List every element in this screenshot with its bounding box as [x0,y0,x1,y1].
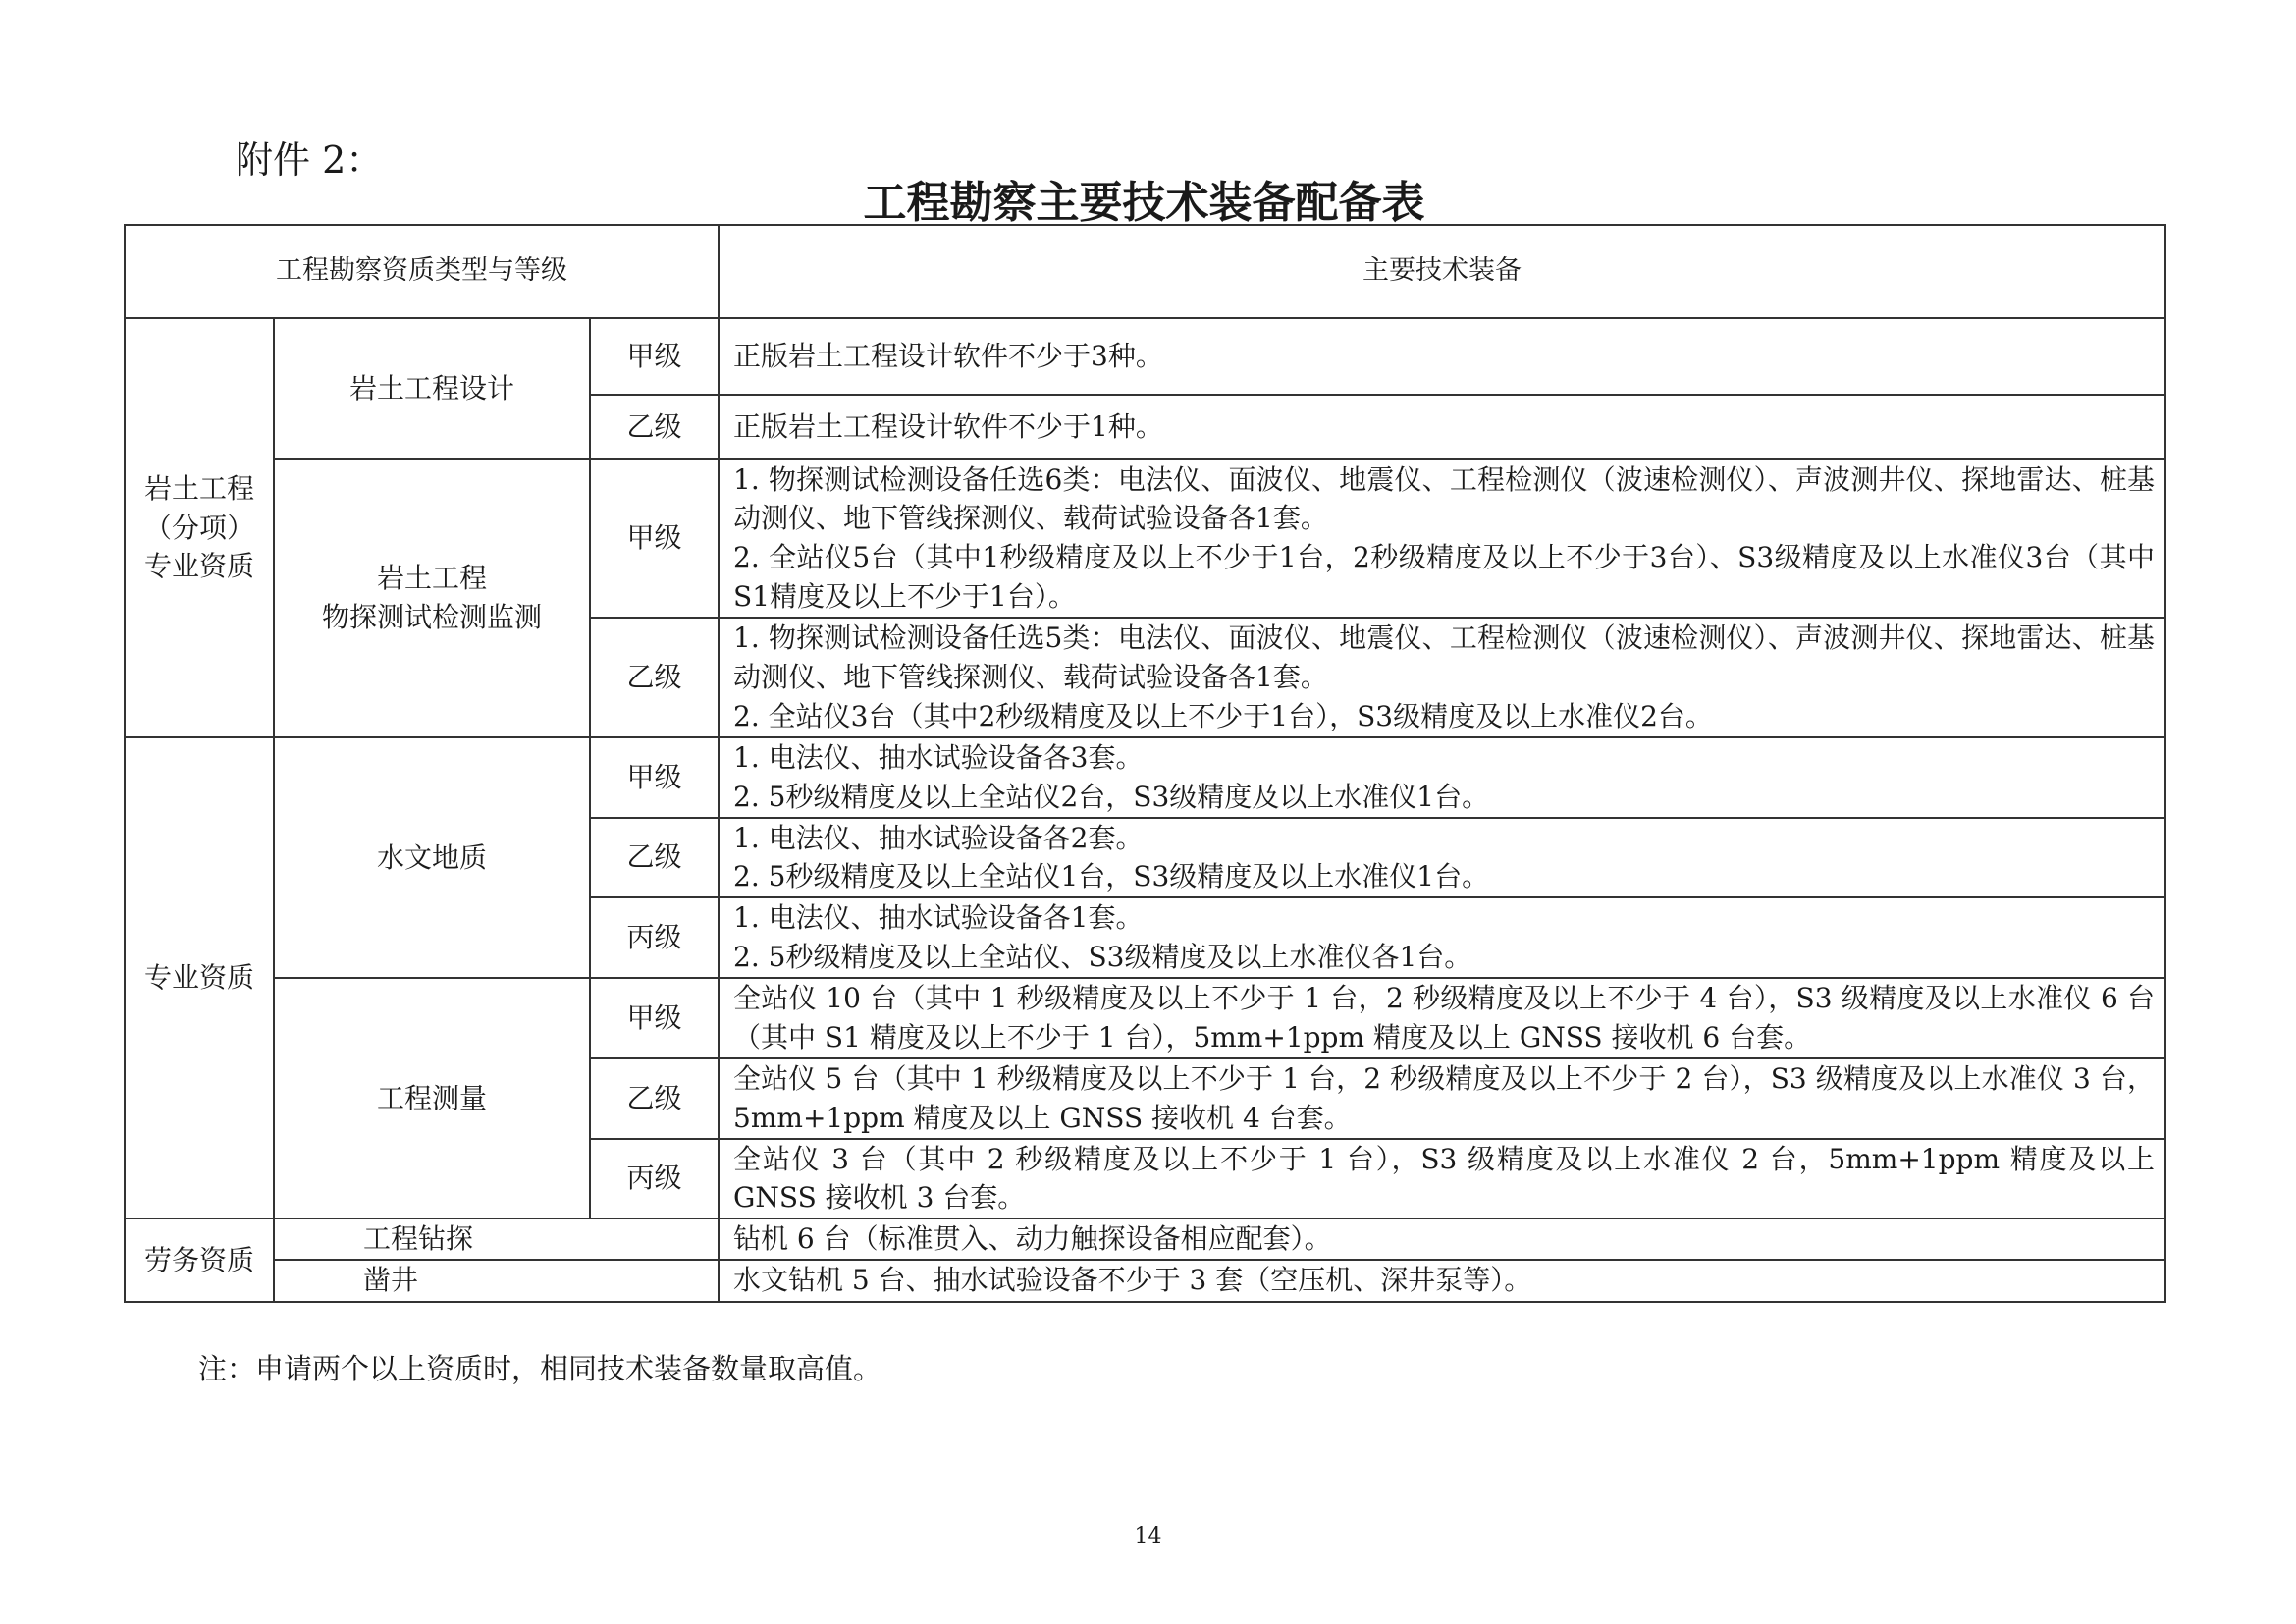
subcategory-survey: 工程测量 [274,978,590,1218]
page-title: 工程勘察主要技术装备配备表 [863,178,1425,228]
equipment-table [124,224,2166,1303]
equipment-line: 2. 5秒级精度及以上全站仪1台，S3级精度及以上水准仪1台。 [733,860,1490,893]
equipment-cell [719,318,2165,395]
category-labor: 劳务资质 [125,1218,274,1302]
grade-cell: 甲级 [590,318,719,395]
grade-cell: 甲级 [590,459,719,618]
equipment-cell [719,978,2165,1058]
equipment-line: 全站仪 10 台（其中 1 秒级精度及以上不少于 1 台，2 秒级精度及以上不少于 4 台），S3 级精度及以上水准仪 6 台（其中 S1 精度及以上不少于 1 台），5mm+1ppm 精度及以上 GNSS 接收机 6 台套。 [733,982,2156,1054]
grade-cell: 丙级 [590,1139,719,1219]
equipment-line: 正版岩土工程设计软件不少于1种。 [733,409,1163,443]
table-row [125,1260,2165,1302]
equipment-line: 全站仪 3 台（其中 2 秒级精度及以上不少于 1 台），S3 级精度及以上水准仪 2 台，5mm+1ppm 精度及以上 GNSS 接收机 3 台套。 [733,1142,2156,1215]
table-row [125,1218,2165,1260]
subcategory-hydro: 水文地质 [274,737,590,978]
category-line: 岩土工程 [143,471,254,505]
table-row [125,459,2165,618]
equipment-cell [719,737,2165,818]
equipment-cell: 水文钻机 5 台、抽水试验设备不少于 3 套（空压机、深井泵等）。 [719,1260,2165,1302]
subcategory-well: 凿井 [274,1260,719,1302]
category-professional: 专业资质 [125,737,274,1218]
equipment-line: 全站仪 5 台（其中 1 秒级精度及以上不少于 1 台，2 秒级精度及以上不少于 2 台），S3 级精度及以上水准仪 3 台，5mm+1ppm 精度及以上 GNSS 接收机 4 台套。 [733,1061,2156,1134]
equipment-cell [719,459,2165,618]
grade-cell: 乙级 [590,1058,719,1139]
equipment-line: 2. 全站仪5台（其中1秒级精度及以上不少于1台，2秒级精度及以上不少于3台）、S3级精度及以上水准仪3台（其中S1精度及以上不少于1台）。 [733,541,2156,613]
footnote: 注：申请两个以上资质时，相同技术装备数量取高值。 [198,1352,882,1385]
equipment-line: 正版岩土工程设计软件不少于3种。 [733,340,1163,373]
equipment-line: 2. 5秒级精度及以上全站仪2台，S3级精度及以上水准仪1台。 [733,780,1490,813]
subcategory-line: 岩土工程 [376,562,487,595]
subcategory-geotech-design: 岩土工程设计 [274,318,590,459]
grade-cell: 甲级 [590,737,719,818]
equipment-line: 1. 电法仪、抽水试验设备各3套。 [733,741,1144,774]
equipment-cell [719,618,2165,737]
equipment-cell: 钻机 6 台（标准贯入、动力触探设备相应配套）。 [719,1218,2165,1260]
grade-cell: 乙级 [590,395,719,459]
header-row [125,225,2165,318]
header-qualification: 工程勘察资质类型与等级 [125,225,719,318]
category-line: 专业资质 [143,550,254,583]
equipment-cell [719,897,2165,978]
equipment-cell [719,395,2165,459]
page-number: 14 [1134,1524,1162,1548]
equipment-line: 2. 全站仪3台（其中2秒级精度及以上不少于1台），S3级精度及以上水准仪2台。 [733,699,1713,732]
equipment-line: 1. 物探测试检测设备任选5类：电法仪、面波仪、地震仪、工程检测仪（波速检测仪）、声波测井仪、探地雷达、桩基动测仪、地下管线探测仪、载荷试验设备各1套。 [733,622,2156,694]
category-line: （分项） [143,511,254,544]
grade-cell: 丙级 [590,897,719,978]
header-equipment: 主要技术装备 [719,225,2165,318]
equipment-line: 2. 5秒级精度及以上全站仪、S3级精度及以上水准仪各1台。 [733,941,1472,973]
attachment-label: 附件 2： [236,138,384,182]
equipment-cell [719,818,2165,898]
equipment-line: 1. 物探测试检测设备任选6类：电法仪、面波仪、地震仪、工程检测仪（波速检测仪）、声波测井仪、探地雷达、桩基动测仪、地下管线探测仪、载荷试验设备各1套。 [733,462,2156,535]
subcategory-line: 物探测试检测监测 [321,601,542,633]
table-row [125,737,2165,818]
table-row [125,978,2165,1058]
equipment-line: 1. 电法仪、抽水试验设备各1套。 [733,901,1144,935]
table-row [125,318,2165,395]
category-geotech [125,318,274,737]
equipment-cell [719,1058,2165,1139]
grade-cell: 乙级 [590,618,719,737]
grade-cell: 甲级 [590,978,719,1058]
equipment-line: 1. 电法仪、抽水试验设备各2套。 [733,821,1144,854]
equipment-cell [719,1139,2165,1219]
subcategory-geophysical [274,459,590,737]
grade-cell: 乙级 [590,818,719,898]
subcategory-drilling: 工程钻探 [274,1218,719,1260]
